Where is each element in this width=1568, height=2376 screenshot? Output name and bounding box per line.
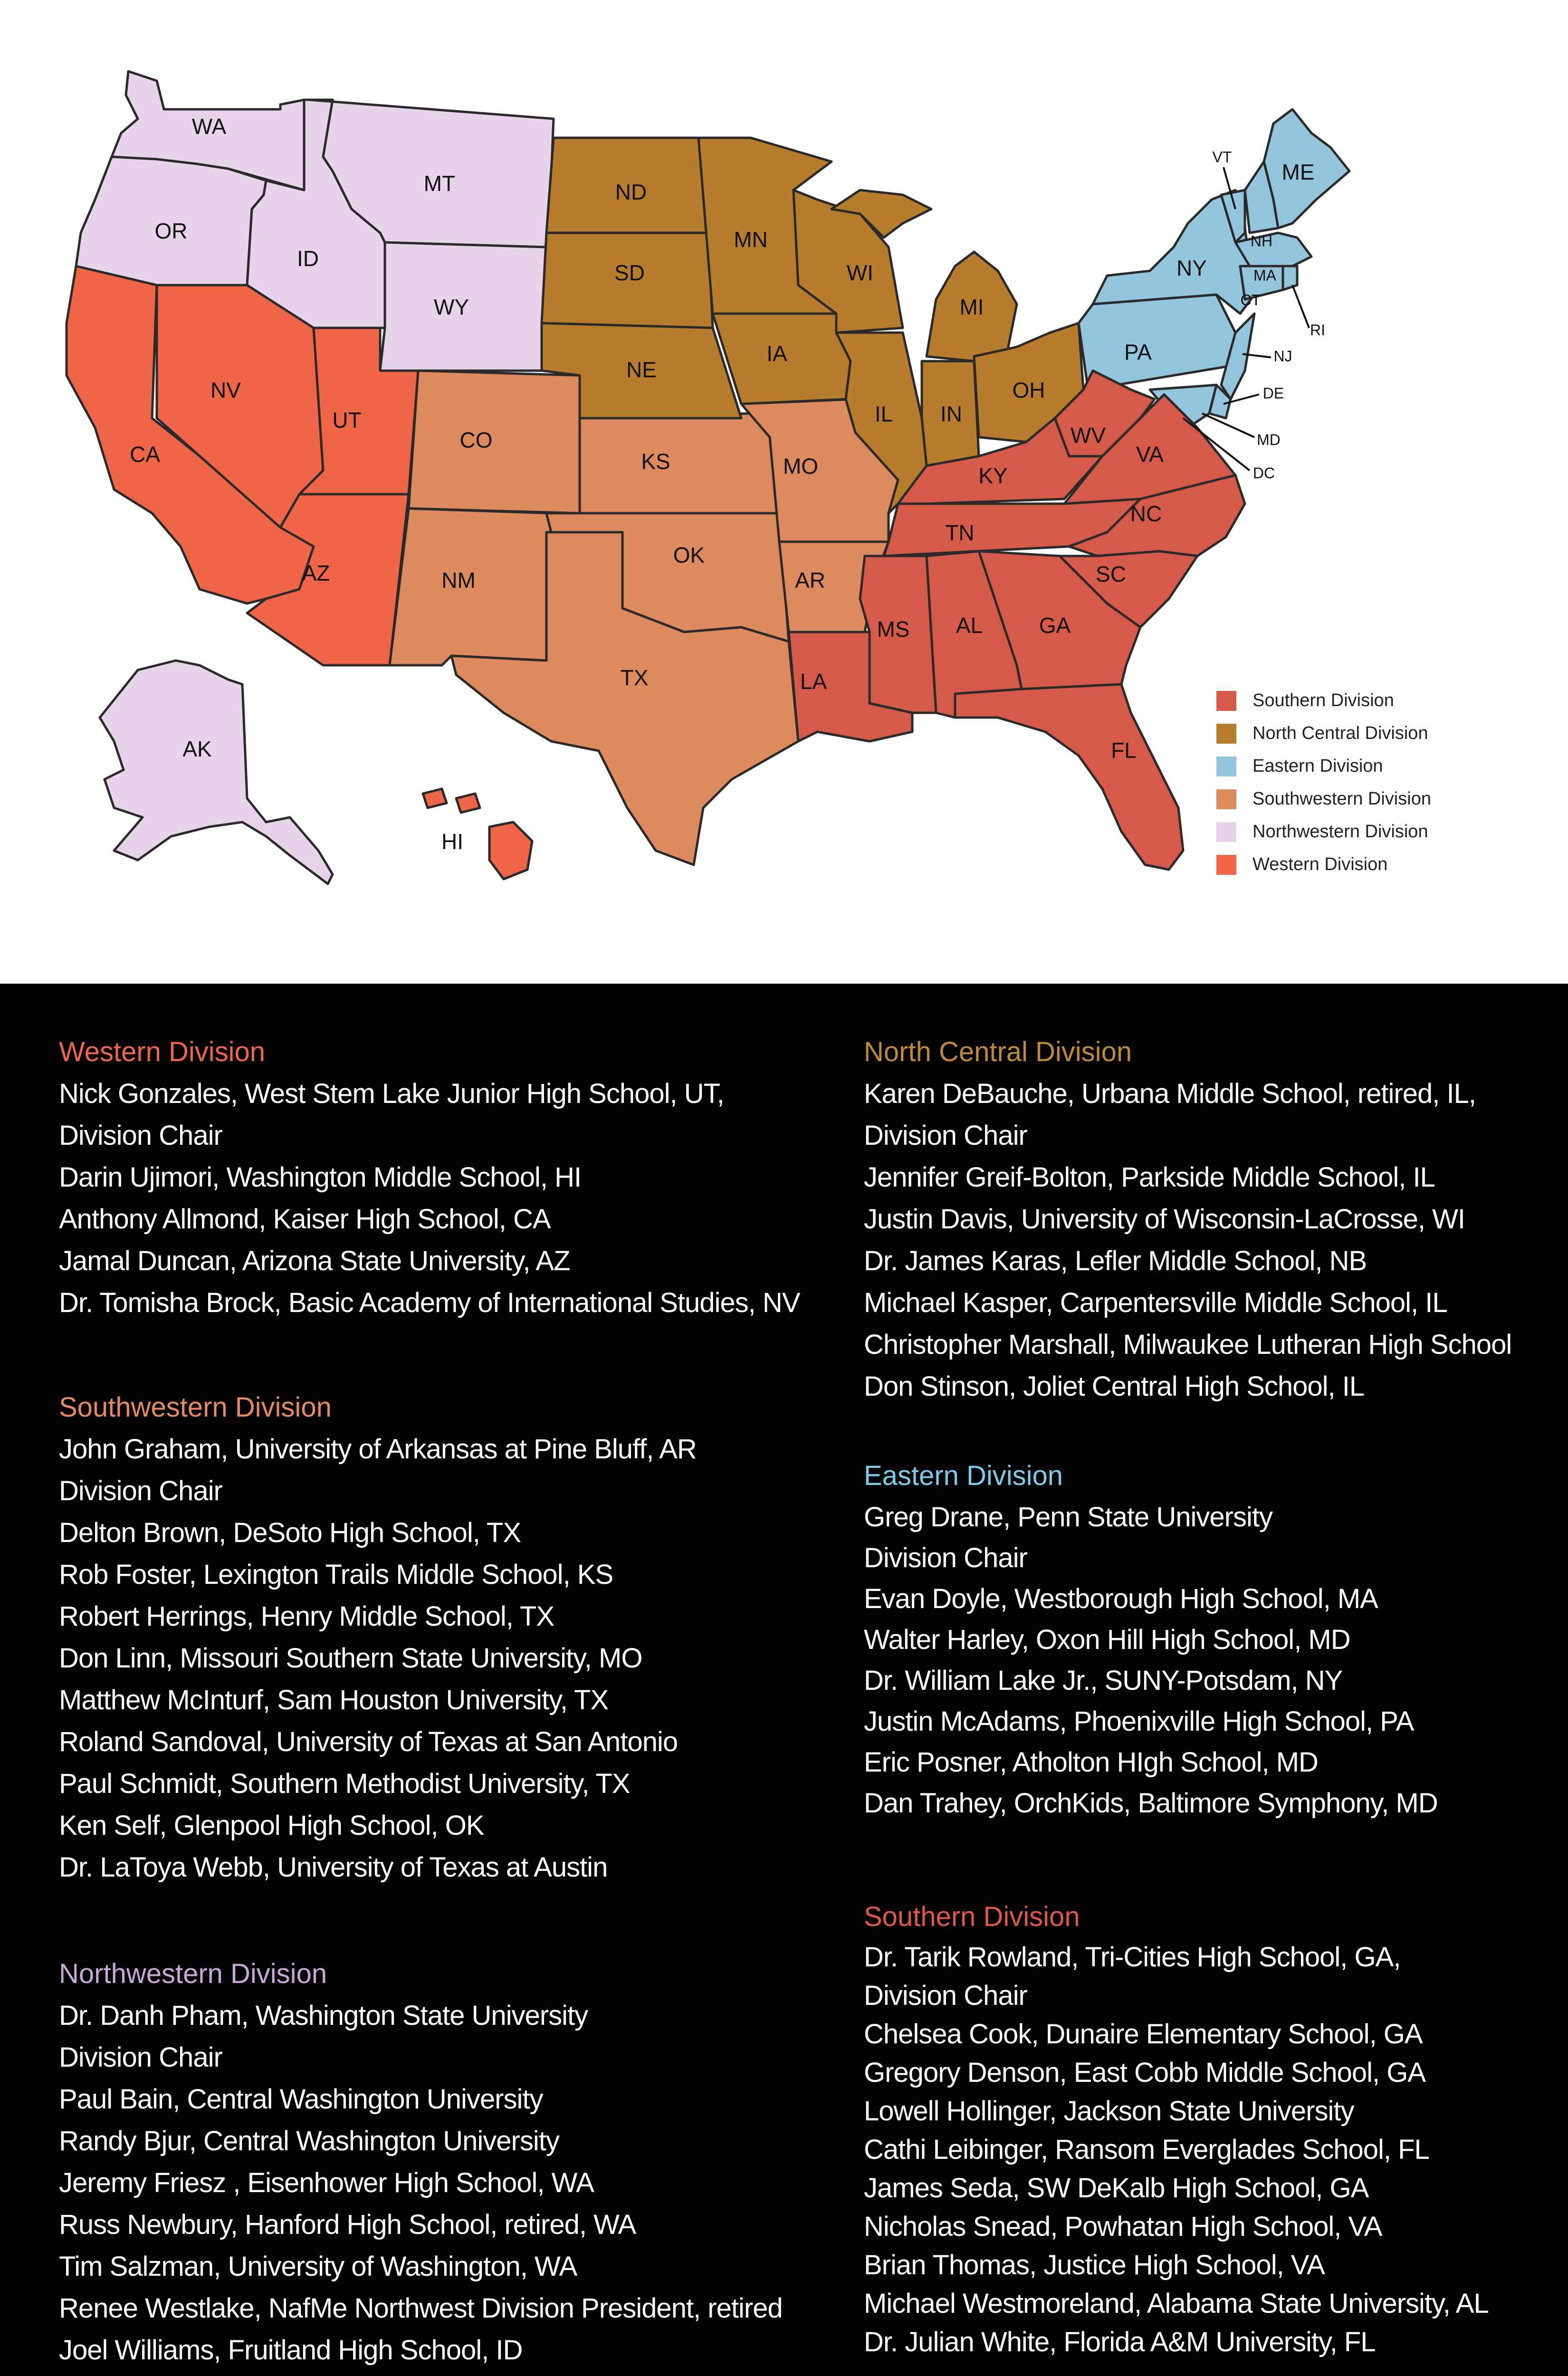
label-nc: NC [1130,501,1162,527]
division-map [0,0,1568,984]
member-line: Michael Kasper, Carpentersville Middle School, IL [864,1287,1447,1318]
label-nv: NV [210,378,241,403]
map-legend [1216,684,1431,881]
label-nj: NJ [1273,347,1292,365]
member-line: Joel Williams, Fruitland High School, ID [59,2335,523,2366]
member-line: Division Chair [864,1542,1027,1573]
member-line: John Graham, University of Arkansas at Pine Bluff, AR [59,1434,697,1465]
legend-item [1216,684,1431,717]
label-sc: SC [1096,562,1126,587]
division-northwestern [59,1953,783,2371]
division-title: Southwestern Division [59,1392,332,1423]
label-md: MD [1257,431,1281,449]
state-hi-maui [456,794,480,813]
label-nm: NM [441,568,476,593]
label-fl: FL [1111,738,1137,763]
member-line: Randy Bjur, Central Washington University [59,2126,559,2156]
roster-panel [0,984,1568,2376]
label-ia: IA [766,341,787,366]
label-sd: SD [614,260,645,286]
division-title: Northwestern Division [59,1958,327,1989]
legend-item [1216,815,1431,848]
member-line: Justin Davis, University of Wisconsin-LaCrosse, WI [864,1204,1465,1235]
label-mo: MO [783,454,819,479]
label-oh: OH [1012,378,1045,403]
label-az: AZ [302,561,330,586]
member-line: Michael Westmoreland, Alabama State University, AL [864,2288,1489,2319]
division-western [59,1031,800,1324]
label-ne: NE [626,357,657,383]
member-line: Dr. William Lake Jr., SUNY-Potsdam, NY [864,1665,1343,1696]
member-line: Darin Ujimori, Washington Middle School, HI [59,1162,582,1193]
member-line: Dr. LaToya Webb, University of Texas at Austin [59,1852,608,1883]
division-title: Eastern Division [864,1460,1063,1491]
state-hi-oahu [423,789,447,808]
member-line: Evan Doyle, Westborough High School, MA [864,1583,1378,1614]
member-line: Robert Herrings, Henry Middle School, TX [59,1601,555,1632]
label-wy: WY [433,295,469,320]
member-line: Ken Self, Glenpool High School, OK [59,1810,484,1841]
division-title: North Central Division [864,1036,1132,1067]
member-line: Division Chair [59,1120,222,1151]
member-line: Greg Drane, Penn State University [864,1502,1272,1533]
legend-swatch [1216,789,1236,809]
member-line: Justin McAdams, Phoenixville High School, PA [864,1706,1414,1737]
member-line: Dr. Tomisha Brock, Basic Academy of International Studies, NV [59,1287,800,1318]
legend-label: Western Division [1252,854,1388,874]
member-line: Renee Westlake, NafMe Northwest Division President, retired [59,2293,783,2324]
member-line: Eric Posner, Atholton HIgh School, MD [864,1747,1318,1778]
legend-label: Southern Division [1252,690,1394,710]
label-mn: MN [734,227,768,252]
member-line: Rob Foster, Lexington Trails Middle School, KS [59,1559,613,1590]
division-southern [864,1896,1489,2361]
member-line: James Seda, SW DeKalb High School, GA [864,2173,1369,2204]
label-or: OR [154,219,188,244]
callout-ri [1292,285,1309,328]
legend-item [1216,848,1431,881]
member-line: Russ Newbury, Hanford High School, retired, WA [59,2209,636,2240]
member-line: Don Linn, Missouri Southern State University, MO [59,1643,642,1674]
member-line: Lowell Hollinger, Jackson State University [864,2096,1354,2127]
division-title: Southern Division [864,1901,1080,1932]
member-line: Roland Sandoval, University of Texas at San Antonio [59,1726,678,1757]
legend-swatch [1216,855,1236,875]
member-line: Delton Brown, DeSoto High School, TX [59,1517,521,1548]
label-me: ME [1281,160,1315,185]
label-ri: RI [1310,321,1325,339]
legend-item [1216,717,1431,750]
member-line: Christopher Marshall, Milwaukee Lutheran High School [864,1329,1512,1360]
member-line: Dan Trahey, OrchKids, Baltimore Symphony, MD [864,1788,1438,1819]
label-ok: OK [673,543,705,568]
label-ca: CA [130,442,160,467]
label-ms: MS [877,617,910,642]
member-line: Nicholas Snead, Powhatan High School, VA [864,2211,1382,2242]
label-il: IL [874,402,893,427]
member-line: Jennifer Greif-Bolton, Parkside Middle School, IL [864,1162,1435,1193]
member-line: Gregory Denson, East Cobb Middle School, GA [864,2057,1426,2088]
member-line: Dr. Tarik Rowland, Tri-Cities High School, GA, [864,1942,1401,1973]
legend-item [1216,783,1431,815]
state-fl [955,684,1183,870]
label-ky: KY [978,463,1008,489]
state-ks [580,413,779,513]
division-eastern [864,1455,1438,1824]
label-ar: AR [795,568,825,593]
state-ak [100,661,333,884]
member-line: Don Stinson, Joliet Central High School, IL [864,1371,1365,1402]
label-al: AL [956,613,983,638]
label-id: ID [297,246,319,271]
label-mt: MT [423,171,456,196]
division-southwestern [59,1387,697,1888]
label-ct: CT [1240,291,1261,309]
legend-label: North Central Division [1252,723,1428,743]
state-co [409,371,580,513]
label-de: DE [1262,384,1284,402]
division-north-central [864,1031,1511,1408]
member-line: Tim Salzman, University of Washington, WA [59,2251,577,2282]
label-tx: TX [620,665,649,690]
label-ny: NY [1176,256,1207,281]
member-line: Brian Thomas, Justice High School, VA [864,2250,1325,2280]
label-hi: HI [441,829,463,854]
division-title: Western Division [59,1036,266,1067]
member-line: Paul Bain, Central Washington University [59,2084,543,2115]
legend-item [1216,750,1431,783]
member-line: Division Chair [864,1980,1027,2011]
label-vt: VT [1212,148,1232,166]
member-line: Division Chair [864,1120,1027,1151]
member-line: Dr. Danh Pham, Washington State University [59,2000,588,2031]
label-dc: DC [1252,464,1275,482]
label-ma: MA [1253,267,1276,284]
member-line: Division Chair [59,1475,222,1506]
member-line: Chelsea Cook, Dunaire Elementary School, GA [864,2019,1423,2050]
member-line: Nick Gonzales, West Stem Lake Junior High School, UT, [59,1078,724,1109]
label-tn: TN [945,520,975,546]
label-nd: ND [615,180,647,205]
state-ri [1283,266,1297,290]
label-ut: UT [332,408,362,433]
member-line: Jamal Duncan, Arizona State University, AZ [59,1245,570,1276]
label-nh: NH [1250,232,1273,250]
member-line: Jeremy Friesz , Eisenhower High School, WA [59,2167,594,2198]
label-va: VA [1136,442,1164,467]
member-line: Paul Schmidt, Southern Methodist University, TX [59,1768,630,1799]
legend-label: Southwestern Division [1252,789,1431,809]
label-co: CO [459,428,493,453]
member-line: Dr. Julian White, Florida A&M University, FL [864,2327,1376,2357]
legend-label: Northwestern Division [1252,822,1428,842]
label-ga: GA [1039,613,1071,638]
state-hi-island [489,822,532,879]
legend-swatch [1216,691,1236,711]
label-ks: KS [641,449,670,474]
member-line: Cathi Leibinger, Ransom Everglades School, FL [864,2134,1429,2165]
legend-swatch [1216,757,1236,776]
label-wv: WV [1070,423,1106,448]
label-wa: WA [191,114,227,139]
legend-swatch [1216,724,1236,744]
label-mi: MI [959,295,984,320]
legend-swatch [1216,822,1236,842]
label-pa: PA [1124,340,1152,365]
label-la: LA [800,669,827,694]
member-line: Anthony Allmond, Kaiser High School, CA [59,1204,551,1235]
member-line: Walter Harley, Oxon Hill High School, MD [864,1624,1350,1655]
member-line: Division Chair [59,2042,222,2073]
callout-md [1202,413,1254,437]
member-line: Matthew McInturf, Sam Houston University, TX [59,1685,609,1715]
label-wi: WI [846,260,874,286]
legend-label: Eastern Division [1252,756,1383,776]
member-line: Dr. James Karas, Lefler Middle School, NB [864,1245,1367,1276]
member-line: Karen DeBauche, Urbana Middle School, retired, IL, [864,1078,1476,1109]
label-in: IN [940,402,962,427]
label-ak: AK [182,737,212,762]
